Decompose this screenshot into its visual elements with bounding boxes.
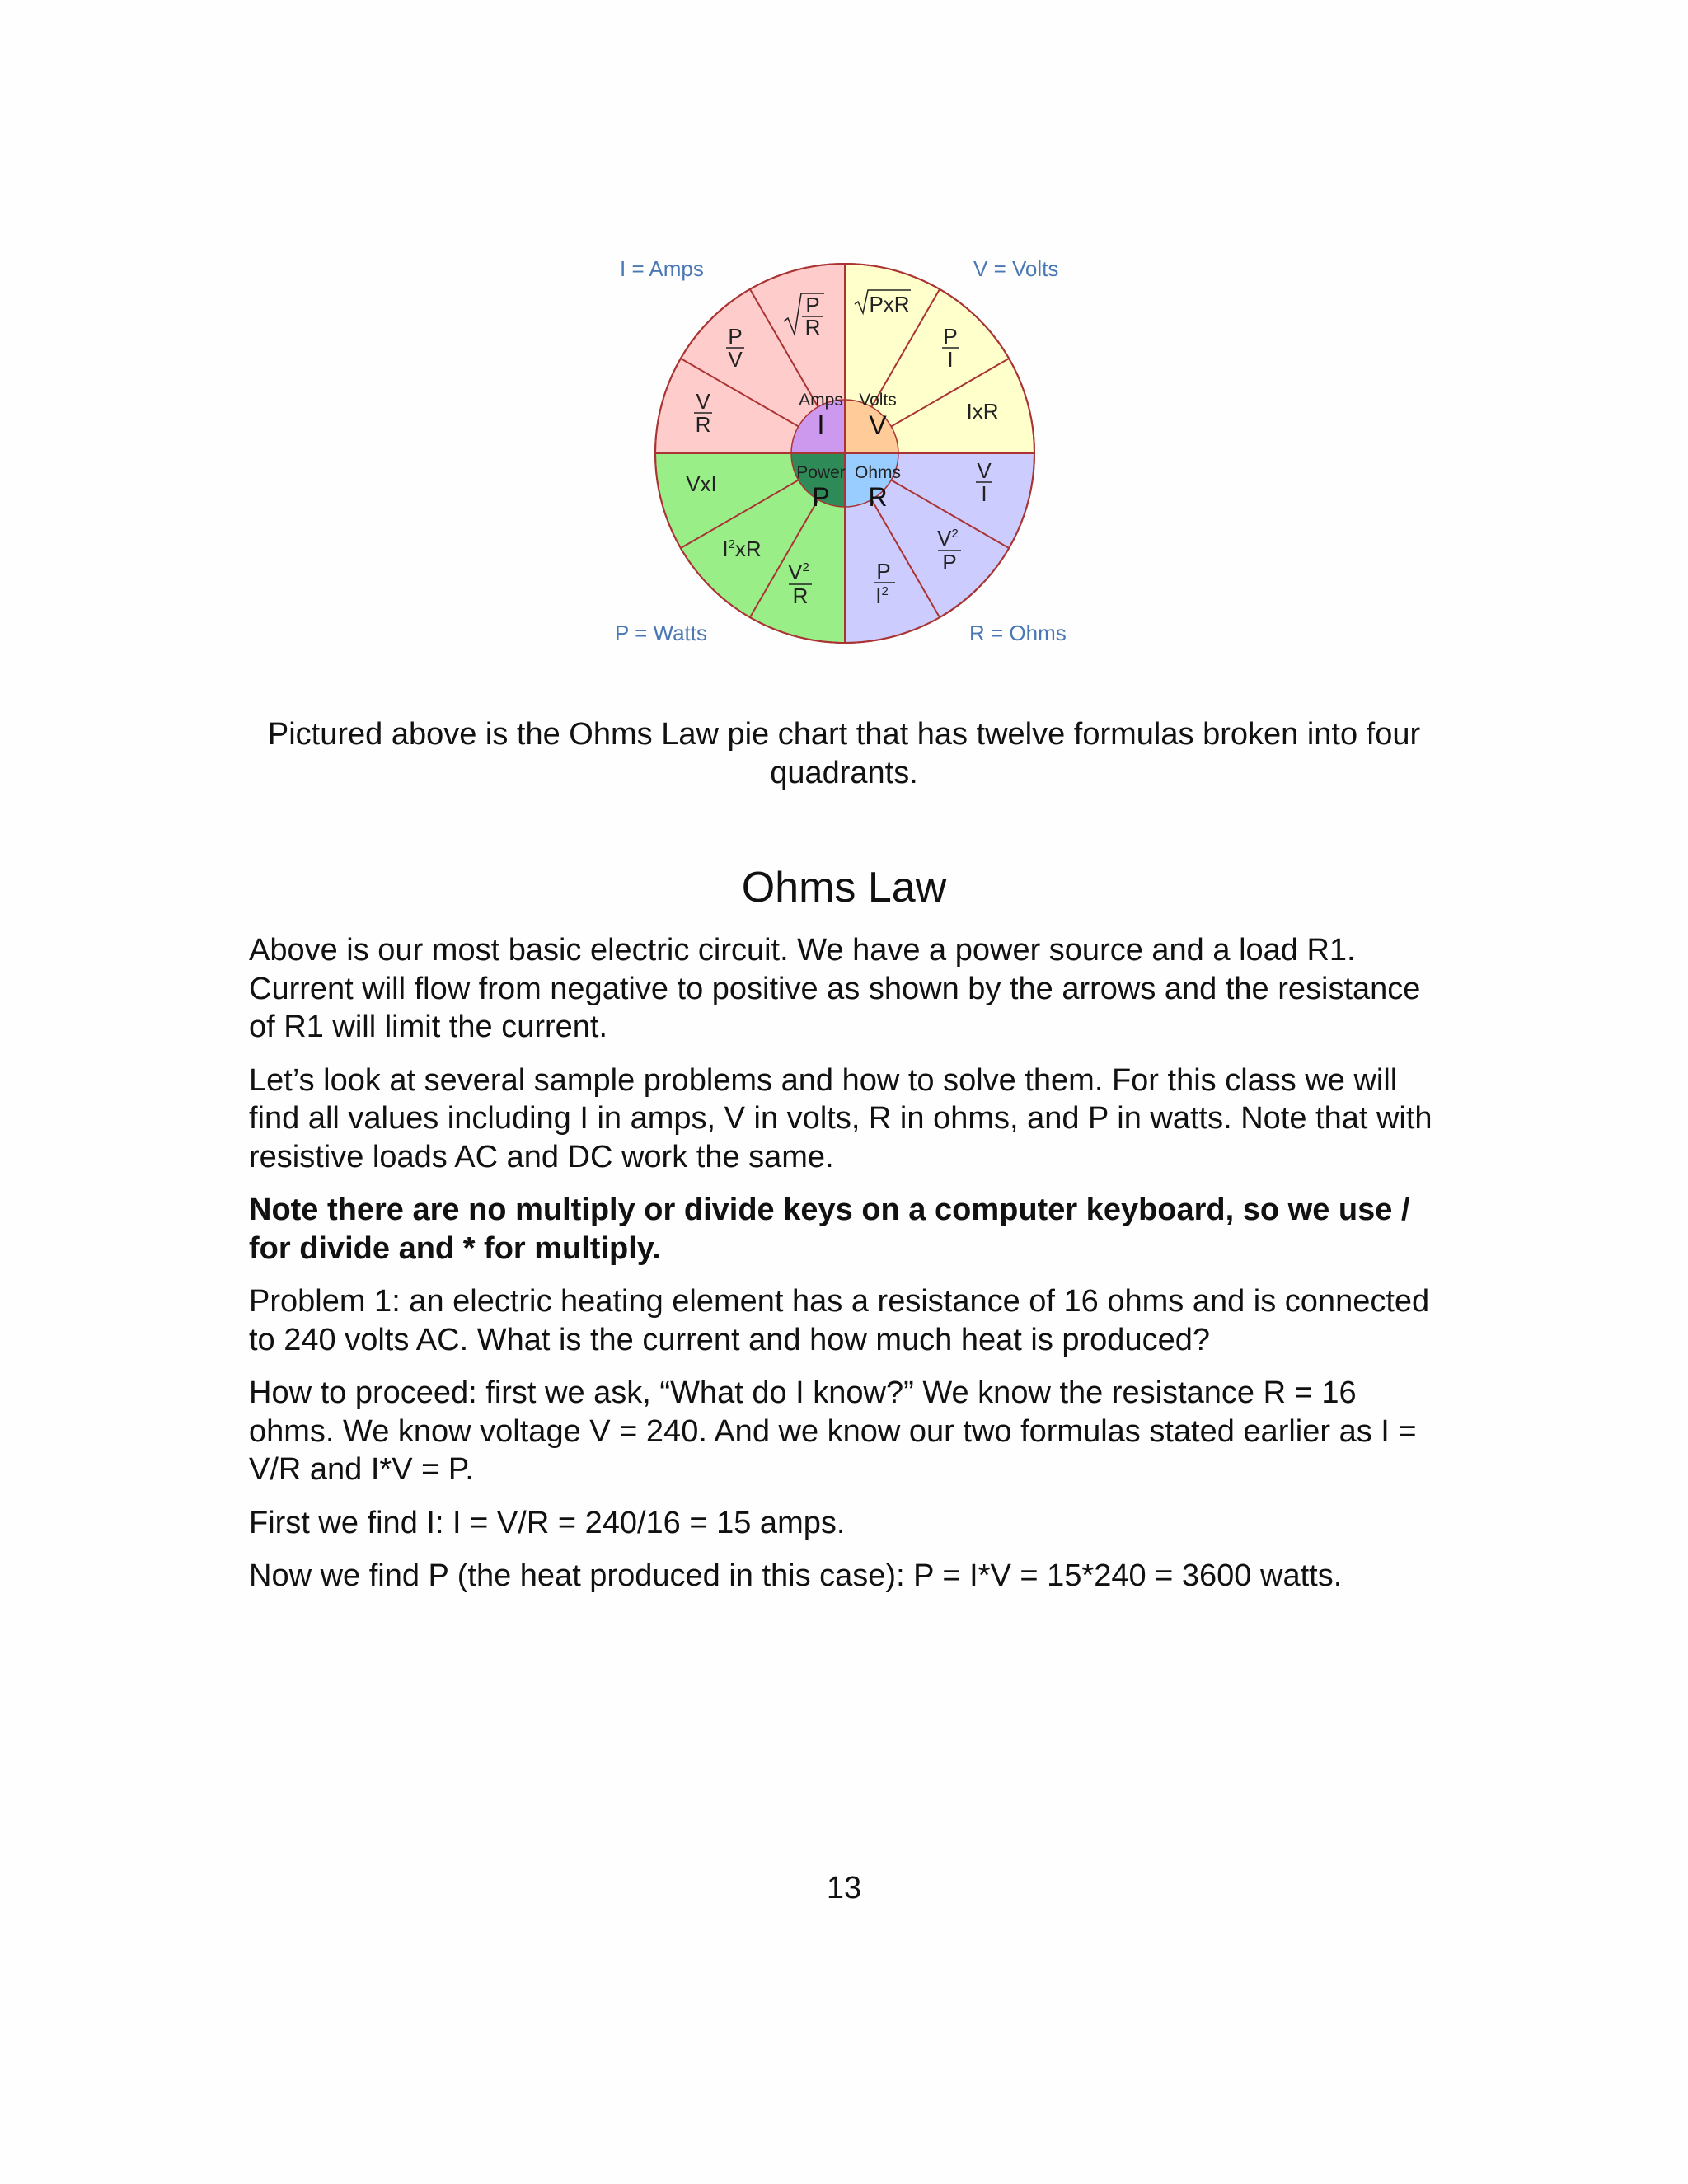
svg-text:R: R [792, 583, 809, 608]
corner-label-volts: V = Volts [973, 256, 1059, 281]
center-power-label: Power [796, 463, 846, 482]
formula-v-over-r [694, 389, 712, 437]
corner-label-amps: I = Amps [620, 256, 704, 281]
paragraph-circuit: Above is our most basic electric circuit. We have a power source and a load R1. Current will flow from negative to positive as shown by the arrows and the resistance of R1 will limit the current. [249, 933, 1421, 1044]
page-number: 13 [826, 1871, 862, 1905]
svg-text:V: V [977, 458, 992, 483]
svg-text:R: R [695, 412, 711, 437]
paragraph-keyboard-note: Note there are no multiply or divide keys on a computer keyboard, so we use / for divide and * for multiply. [249, 1193, 1410, 1266]
formula-vxi [686, 471, 717, 496]
svg-text:IxR: IxR [966, 399, 999, 424]
svg-text:V: V [728, 347, 743, 372]
svg-text:P: P [728, 324, 743, 349]
svg-text:I2: $I^2$ [875, 583, 889, 608]
svg-text:V: V [696, 389, 710, 414]
svg-text:PxR: PxR [869, 292, 910, 316]
center-amps-label: Amps [799, 391, 843, 410]
svg-text:P: P [942, 550, 957, 574]
formula-ixr [967, 399, 999, 424]
paragraph-find-i: First we find I: I = V/R = 240/16 = 15 amps. [249, 1505, 846, 1540]
svg-text:VxI: VxI [686, 471, 717, 496]
center-volts-label: Volts [859, 391, 897, 410]
svg-text:I: I [947, 347, 954, 372]
svg-text:R: R [804, 315, 821, 340]
figure-caption: Pictured above is the Ohms Law pie chart that has twelve formulas broken into four quadrants. [267, 717, 1421, 790]
svg-text:I: I [981, 481, 987, 506]
formula-p-over-v [726, 324, 744, 372]
center-power-symbol: P [812, 482, 830, 512]
paragraph-sample-problems: Let’s look at several sample problems and how to solve them. For this class we will find all values including I in amps, V in volts, R in ohms, and P in watts. Note that with resistive loads AC and DC work the same. [249, 1062, 1432, 1174]
svg-text:V2: $V^2$ [937, 526, 959, 551]
paragraph-how-to-proceed: How to proceed: first we ask, “What do I know?” We know the resistance R = 16 ohms. We know voltage V = 240. And we know our two formulas stated earlier as I = V/R and I*V = P. [249, 1376, 1417, 1487]
paragraph-find-p: Now we find P (the heat produced in this case): P = I*V = 15*240 = 3600 watts. [249, 1558, 1343, 1593]
svg-text:I2xR: $I^2xR$ [722, 537, 762, 561]
center-amps-symbol: I [817, 410, 825, 439]
body-text [249, 931, 1444, 1610]
paragraph-problem-1: Problem 1: an electric heating element has a resistance of 16 ohms and is connected to 240 volts AC. What is the current and how much heat is produced? [249, 1284, 1430, 1357]
center-ohms-label: Ohms [854, 463, 902, 482]
svg-text:P: P [943, 324, 958, 349]
ohms-law-wheel [593, 239, 1104, 668]
svg-text:V2: $V^2$ [788, 560, 809, 584]
svg-text:P: P [876, 559, 891, 583]
section-title: Ohms Law [741, 864, 947, 912]
svg-text:P: P [805, 293, 820, 317]
formula-i-squared-xr [722, 537, 761, 561]
center-ohms-symbol: R [868, 482, 888, 512]
center-volts-symbol: V [869, 410, 887, 440]
corner-label-watts: P = Watts [615, 621, 707, 645]
corner-label-ohms: R = Ohms [969, 621, 1067, 645]
